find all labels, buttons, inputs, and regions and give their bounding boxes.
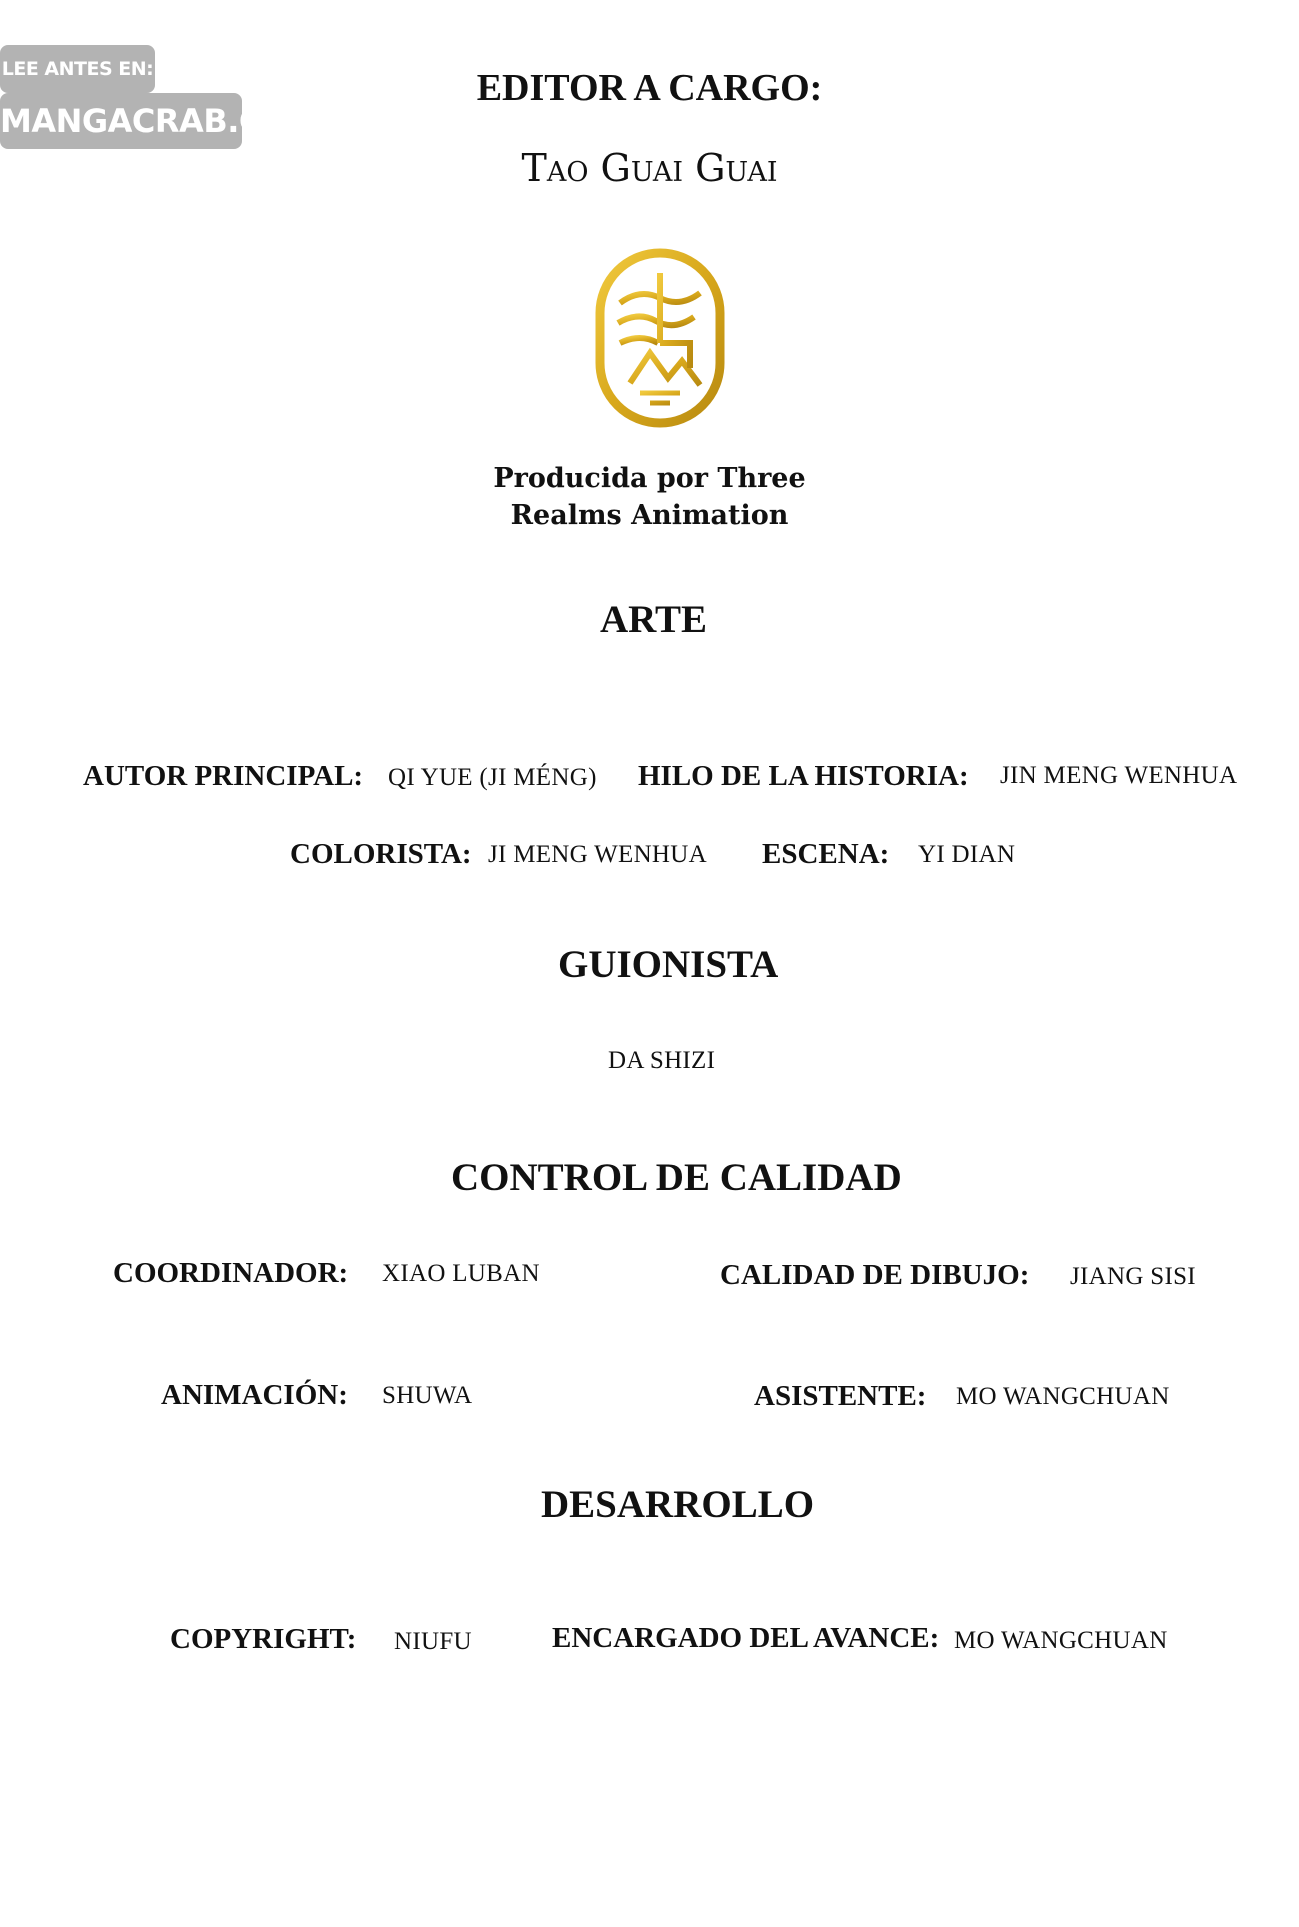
quality-value: JIANG SISI bbox=[1070, 1263, 1196, 1290]
section-desarrollo-heading: DESARROLLO bbox=[541, 1483, 815, 1526]
watermark-top-badge: LEE ANTES EN: bbox=[0, 45, 155, 93]
producer-credit bbox=[0, 460, 1299, 534]
producer-line-1: Producida por Three bbox=[493, 463, 806, 494]
author-label: AUTOR PRINCIPAL: bbox=[83, 760, 364, 792]
section-arte-heading: ARTE bbox=[600, 598, 707, 641]
advance-value: MO WANGCHUAN bbox=[954, 1627, 1168, 1654]
story-value: JIN MENG WENHUA bbox=[1000, 762, 1238, 789]
section-guionista-heading: GUIONISTA bbox=[558, 943, 779, 986]
story-label: HILO DE LA HISTORIA: bbox=[638, 760, 969, 792]
animation-label: ANIMACIÓN: bbox=[161, 1379, 348, 1411]
quality-label: CALIDAD DE DIBUJO: bbox=[720, 1259, 1030, 1291]
assistant-value: MO WANGCHUAN bbox=[956, 1383, 1170, 1410]
guionista-value: DA SHIZI bbox=[608, 1047, 716, 1074]
watermark-site-badge: MANGACRAB.COM bbox=[0, 93, 242, 149]
copyright-label: COPYRIGHT: bbox=[170, 1623, 357, 1655]
copyright-value: NIUFU bbox=[394, 1628, 472, 1655]
scene-value: YI DIAN bbox=[918, 841, 1016, 868]
coordinator-label: COORDINADOR: bbox=[113, 1257, 349, 1289]
advance-label: ENCARGADO DEL AVANCE: bbox=[552, 1622, 940, 1654]
assistant-label: ASISTENTE: bbox=[754, 1380, 927, 1412]
editor-heading: EDITOR A CARGO: bbox=[476, 67, 823, 109]
section-control-heading: CONTROL DE CALIDAD bbox=[451, 1156, 902, 1199]
scene-label: ESCENA: bbox=[762, 838, 890, 870]
colorist-label: COLORISTA: bbox=[290, 838, 472, 870]
animation-value: SHUWA bbox=[382, 1382, 473, 1409]
colorist-value: JI MENG WENHUA bbox=[488, 841, 707, 868]
producer-line-2: Realms Animation bbox=[510, 500, 789, 531]
coordinator-value: XIAO LUBAN bbox=[382, 1260, 540, 1287]
editor-name: Tao Guai Guai bbox=[521, 146, 778, 190]
studio-logo-icon bbox=[590, 243, 730, 433]
author-value: QI YUE (JI MÉNG) bbox=[388, 764, 597, 791]
